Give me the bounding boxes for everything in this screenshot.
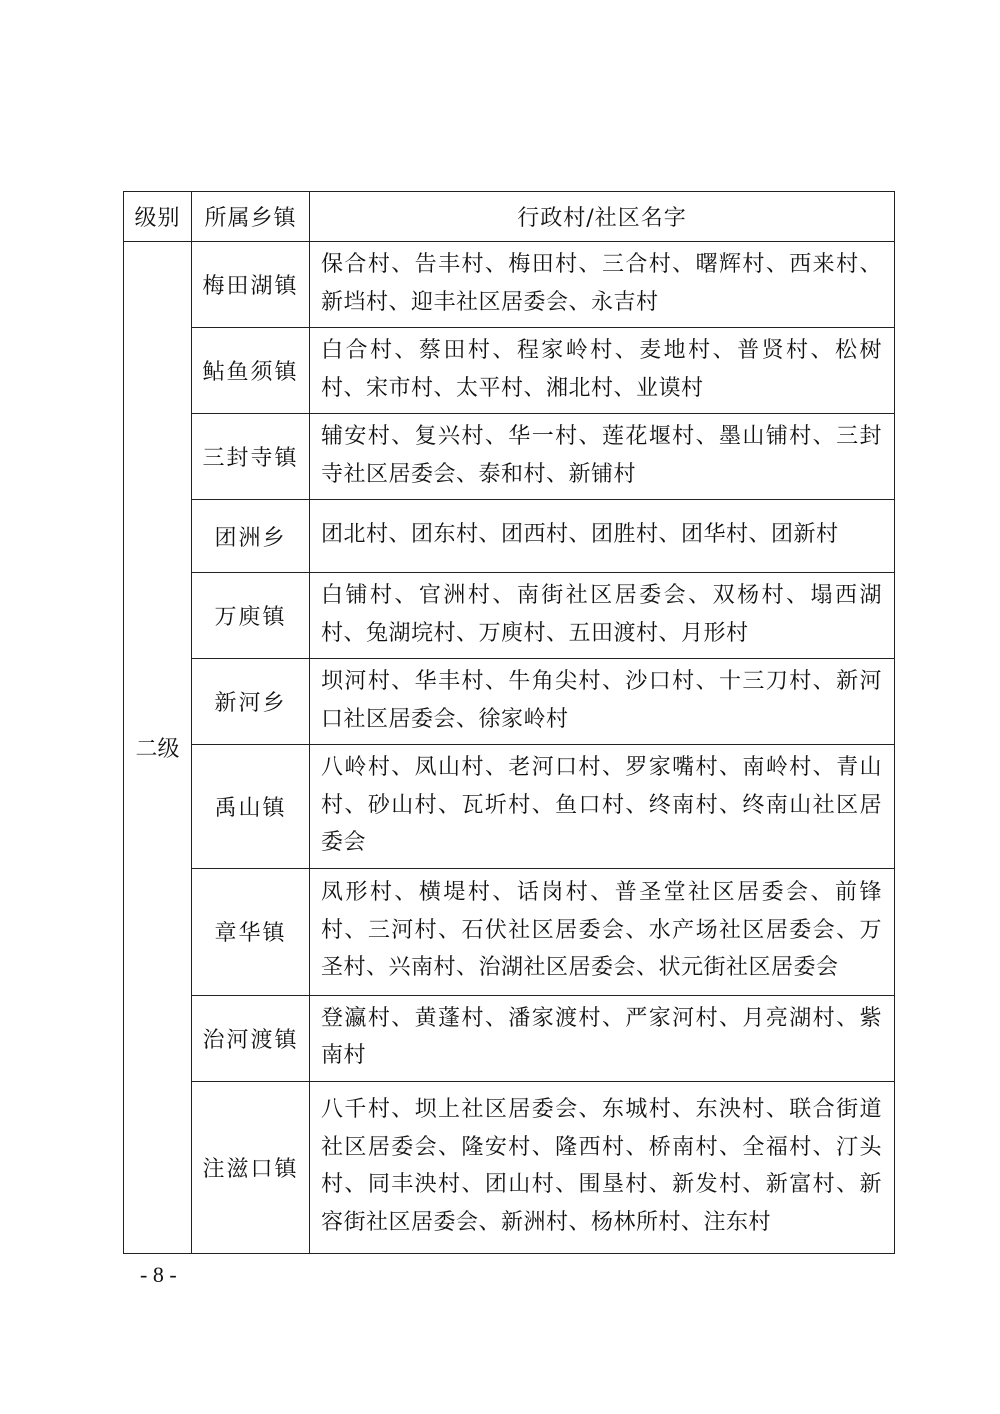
table-row xyxy=(124,500,895,573)
town-cell: 注滋口镇 xyxy=(192,1081,310,1253)
names-cell: 凤形村、横堤村、话岗村、普圣堂社区居委会、前锋村、三河村、石伏社区居委会、水产场社区居委会、万圣村、兴南村、治湖社区居委会、状元街社区居委会 xyxy=(310,868,895,995)
level-cell: 二级 xyxy=(124,242,192,1254)
town-cell: 禹山镇 xyxy=(192,745,310,869)
town-cell: 团洲乡 xyxy=(192,500,310,573)
table-row xyxy=(124,1081,895,1253)
names-cell: 八岭村、凤山村、老河口村、罗家嘴村、南岭村、青山村、砂山村、瓦圻村、鱼口村、终南村、终南山社区居委会 xyxy=(310,745,895,869)
header-names: 行政村/社区名字 xyxy=(310,192,895,242)
table-row xyxy=(124,328,895,414)
table-row xyxy=(124,745,895,869)
header-town: 所属乡镇 xyxy=(192,192,310,242)
table-row xyxy=(124,868,895,995)
town-cell: 新河乡 xyxy=(192,659,310,745)
town-cell: 万庾镇 xyxy=(192,573,310,659)
names-cell: 八千村、坝上社区居委会、东城村、东泱村、联合街道社区居委会、隆安村、隆西村、桥南村、全福村、汀头村、同丰泱村、团山村、围垦村、新发村、新富村、新容街社区居委会、新洲村、杨林所村、注东村 xyxy=(310,1081,895,1253)
town-cell: 三封寺镇 xyxy=(192,414,310,500)
names-cell: 白铺村、官洲村、南街社区居委会、双杨村、塌西湖村、兔湖垸村、万庾村、五田渡村、月形村 xyxy=(310,573,895,659)
table-row xyxy=(124,242,895,328)
table-row xyxy=(124,414,895,500)
table-row xyxy=(124,573,895,659)
town-cell: 治河渡镇 xyxy=(192,995,310,1081)
town-cell: 梅田湖镇 xyxy=(192,242,310,328)
page-number: - 8 - xyxy=(140,1262,177,1287)
names-cell: 白合村、蔡田村、程家岭村、麦地村、普贤村、松树村、宋市村、太平村、湘北村、业谟村 xyxy=(310,328,895,414)
names-cell: 登瀛村、黄蓬村、潘家渡村、严家河村、月亮湖村、紫南村 xyxy=(310,995,895,1081)
table-row xyxy=(124,659,895,745)
town-cell: 章华镇 xyxy=(192,868,310,995)
names-cell: 坝河村、华丰村、牛角尖村、沙口村、十三刀村、新河口社区居委会、徐家岭村 xyxy=(310,659,895,745)
village-table xyxy=(123,191,895,1254)
table-header-row xyxy=(124,192,895,242)
names-cell: 保合村、告丰村、梅田村、三合村、曙辉村、西来村、新垱村、迎丰社区居委会、永吉村 xyxy=(310,242,895,328)
names-cell: 团北村、团东村、团西村、团胜村、团华村、团新村 xyxy=(310,500,895,573)
town-cell: 鲇鱼须镇 xyxy=(192,328,310,414)
table-row xyxy=(124,995,895,1081)
names-cell: 辅安村、复兴村、华一村、莲花堰村、墨山铺村、三封寺社区居委会、泰和村、新铺村 xyxy=(310,414,895,500)
header-level: 级别 xyxy=(124,192,192,242)
